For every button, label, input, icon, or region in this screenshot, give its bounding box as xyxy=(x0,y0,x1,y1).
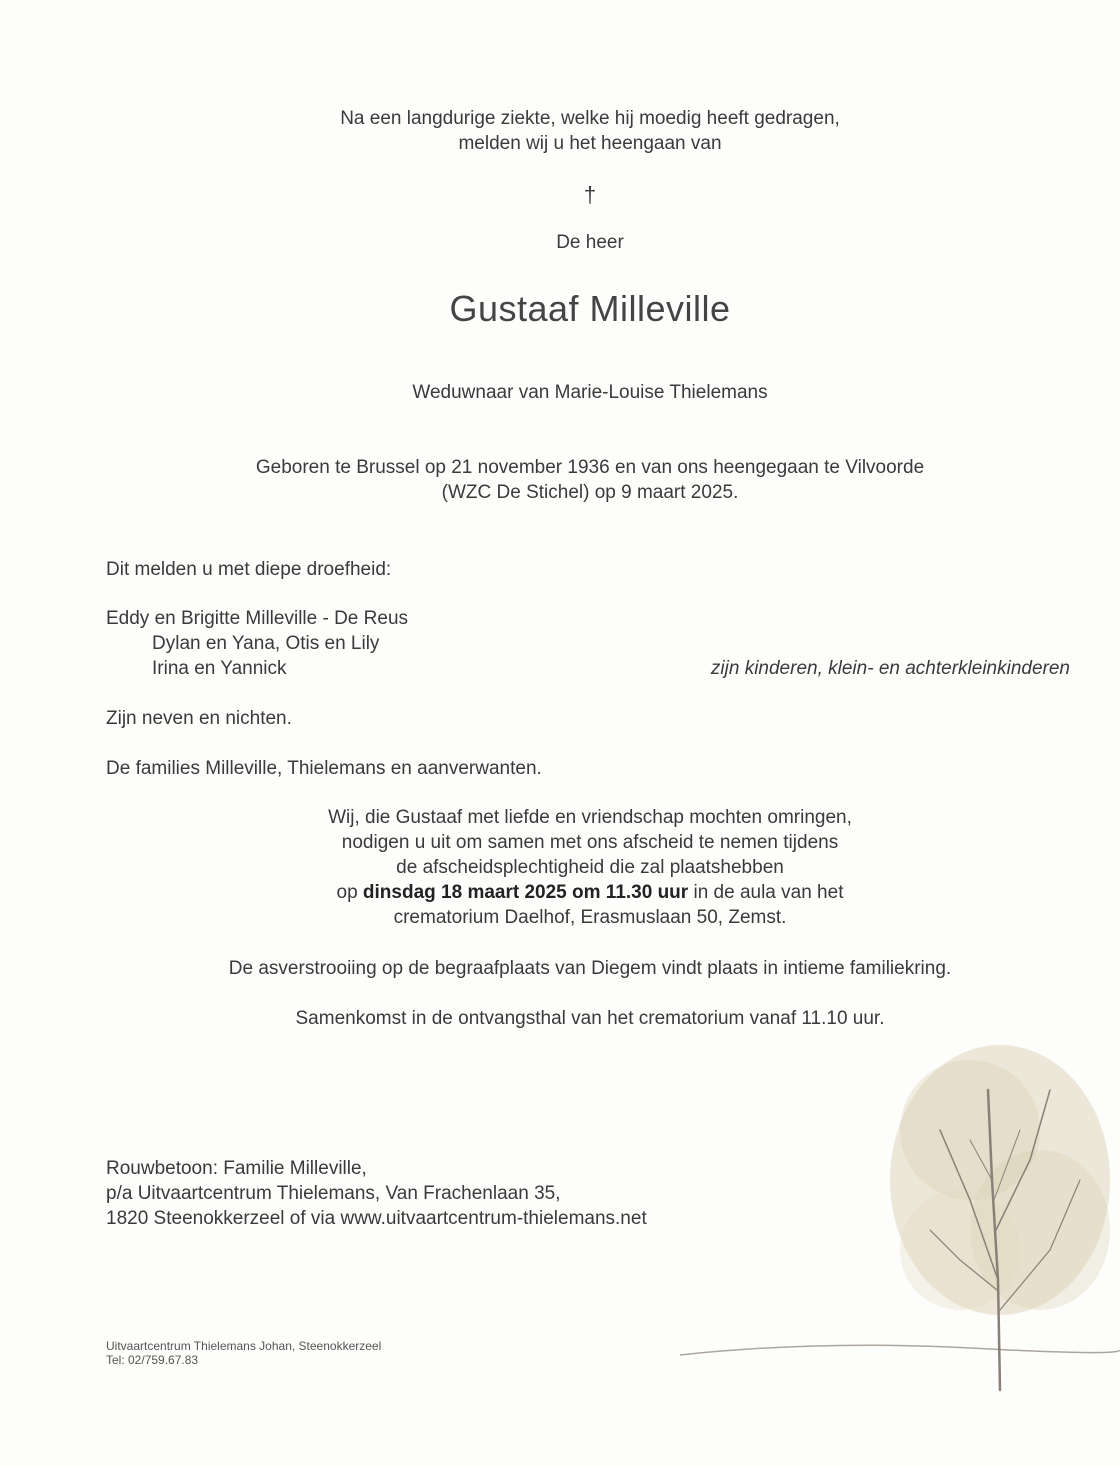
scattering-text: De asverstrooiing op de begraafplaats van Diegem vindt plaats in intieme familiekring. xyxy=(228,958,952,979)
title-text: De heer xyxy=(556,232,624,253)
ceremony-text xyxy=(0,805,1120,930)
cross-icon: † xyxy=(583,182,597,207)
birth-line-1: Geboren te Brussel op 21 november 1936 en van ons heengegaan te Vilvoorde xyxy=(255,457,925,478)
ceremony-line-5: crematorium Daelhof, Erasmuslaan 50, Zemst. xyxy=(393,907,787,928)
deceased-name: Gustaaf Milleville xyxy=(449,288,731,329)
grandchildren-row xyxy=(106,656,1070,681)
spouse-text: Weduwnaar van Marie-Louise Thielemans xyxy=(412,382,768,403)
tree-foliage xyxy=(890,1045,1110,1315)
family-list xyxy=(106,606,1070,681)
birth-line-2: (WZC De Stichel) op 9 maart 2025. xyxy=(441,482,739,503)
ceremony-line-4 xyxy=(0,880,1120,905)
intro-text xyxy=(0,106,1120,156)
relation-text: zijn kinderen, klein- en achterkleinkinderen xyxy=(710,658,1070,679)
tree-illustration-icon xyxy=(670,1030,1120,1466)
footer-line-2: Tel: 02/759.67.83 xyxy=(106,1353,199,1367)
gathering-text: Samenkomst in de ontvangsthal van het crematorium vanaf 11.10 uur. xyxy=(295,1008,885,1029)
ceremony-date-time: dinsdag 18 maart 2025 om 11.30 uur xyxy=(362,882,689,903)
grandchildren-line-1: Dylan en Yana, Otis en Lily xyxy=(152,633,380,654)
ceremony-line-4-pre: op xyxy=(336,882,363,903)
intro-line-2: melden wij u het heengaan van xyxy=(458,133,722,154)
intro-line-1: Na een langdurige ziekte, welke hij moedig heeft gedragen, xyxy=(340,108,840,129)
ceremony-line-1: Wij, die Gustaaf met liefde en vriendschap mochten omringen, xyxy=(328,807,852,828)
footer-line-1: Uitvaartcentrum Thielemans Johan, Steenokkerzeel xyxy=(106,1339,382,1353)
cousins-text: Zijn neven en nichten. xyxy=(106,708,292,729)
ceremony-line-2: nodigen u uit om samen met ons afscheid te nemen tijdens xyxy=(341,832,839,853)
family-line-1: Eddy en Brigitte Milleville - De Reus xyxy=(106,608,409,629)
ceremony-line-4-post: in de aula van het xyxy=(688,882,844,903)
ceremony-line-3: de afscheidsplechtigheid die zal plaatshebben xyxy=(396,857,784,878)
footer-text xyxy=(106,1339,381,1367)
condolences-line-1: Rouwbetoon: Familie Milleville, xyxy=(106,1158,367,1179)
families-text: De families Milleville, Thielemans en aanverwanten. xyxy=(106,758,542,779)
condolences-text xyxy=(106,1156,647,1231)
grandchildren-line-2: Irina en Yannick xyxy=(152,658,287,679)
birth-text xyxy=(0,455,1120,505)
mourners-intro: Dit melden u met diepe droefheid: xyxy=(106,559,392,580)
condolences-line-3: 1820 Steenokkerzeel of via www.uitvaartcentrum-thielemans.net xyxy=(106,1208,647,1229)
condolences-line-2: p/a Uitvaartcentrum Thielemans, Van Frachenlaan 35, xyxy=(106,1183,561,1204)
ground-line xyxy=(680,1345,1120,1355)
